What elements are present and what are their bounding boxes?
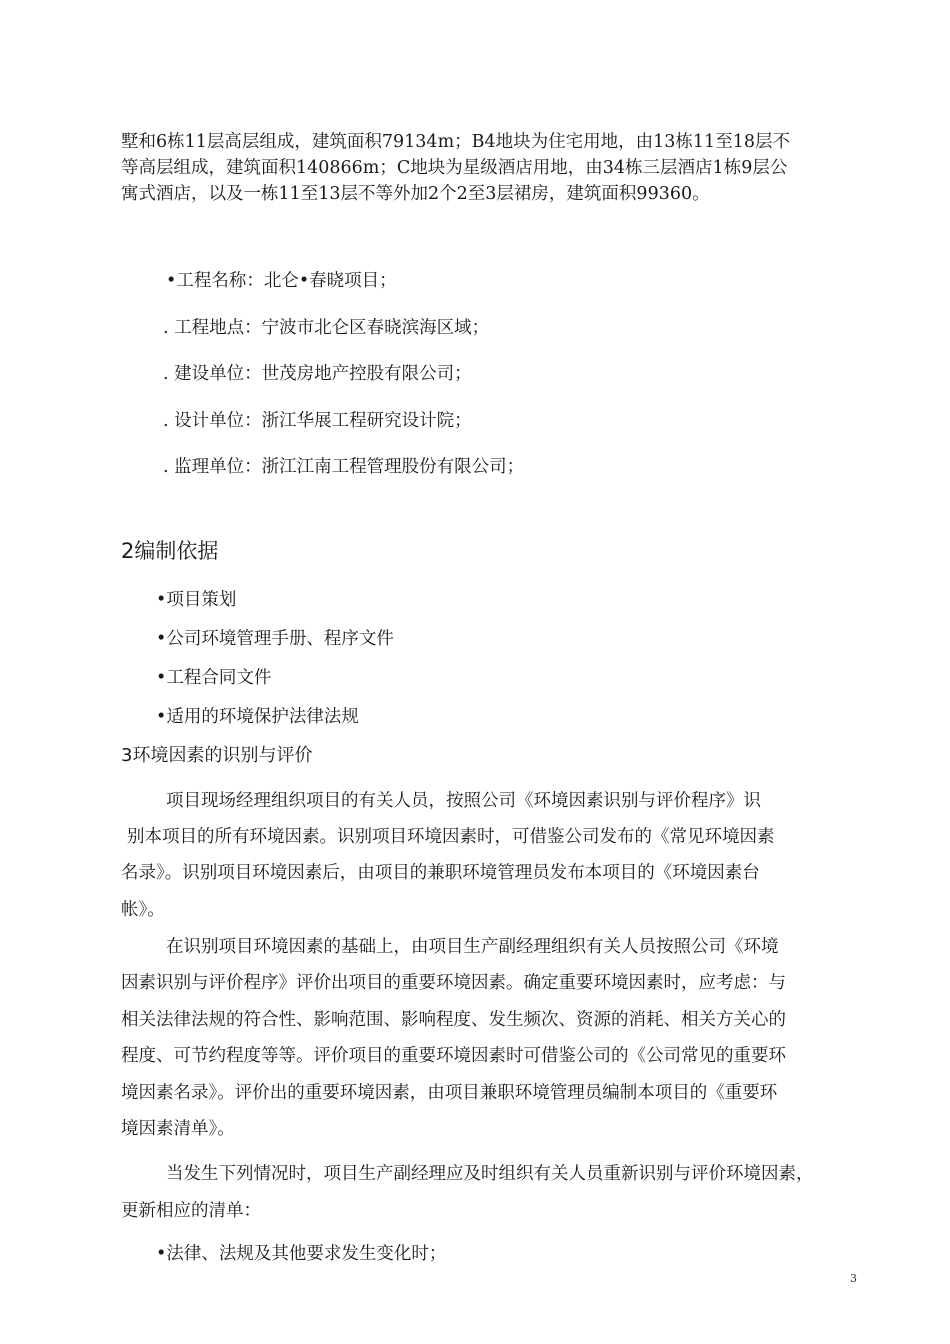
section-3-p2-line-2: 因素识别与评价程序》评价出项目的重要环境因素。确定重要环境因素时，应考虑：与	[121, 973, 786, 993]
section-3-p1-line-3: 名录》。识别项目环境因素后，由项目的兼职环境管理员发布本项目的《环境因素台	[121, 863, 760, 883]
intro-line-2: 等高层组成，建筑面积140866m；C地块为星级酒店用地，由34栋三层酒店1栋9层公	[121, 158, 788, 178]
page-number: 3	[850, 1272, 857, 1285]
section-3-p2-line-4: 程度、可节约程度等等。评价项目的重要环境因素时可借鉴公司的《公司常见的重要环	[121, 1046, 786, 1066]
section-3-p2-line-6: 境因素清单》。	[121, 1119, 235, 1139]
design-unit: . 设计单位：浙江华展工程研究设计院；	[163, 411, 472, 431]
section-3-p2-line-5: 境因素名录》。评价出的重要环境因素，由项目兼职环境管理员编制本项目的《重要环	[121, 1083, 778, 1103]
section-2-item-2: •公司环境管理手册、程序文件	[156, 629, 394, 649]
project-location: . 工程地点：宁波市北仑区春晓滨海区域；	[163, 318, 490, 338]
construction-unit: . 建设单位：世茂房地产控股有限公司；	[163, 364, 472, 384]
section-3-item-1: •法律、法规及其他要求发生变化时；	[156, 1244, 447, 1264]
section-2-item-3: •工程合同文件	[156, 668, 272, 688]
section-3-p3-line-1: 当发生下列情况时，项目生产副经理应及时组织有关人员重新识别与评价环境因素，	[166, 1164, 814, 1184]
intro-line-1: 墅和6栋11层高层组成，建筑面积79134m；B4地块为住宅用地，由13栋11至18层不	[121, 132, 790, 152]
section-3-p2-line-1: 在识别项目环境因素的基础上，由项目生产副经理组织有关人员按照公司《环境	[166, 937, 779, 957]
intro-line-3: 寓式酒店，以及一栋11至13层不等外加2个2至3层裙房，建筑面积99360。	[121, 184, 710, 204]
section-2-item-1: •项目策划	[156, 590, 237, 610]
section-3-p1-line-4: 帐》。	[121, 900, 165, 920]
supervision-unit: . 监理单位：浙江江南工程管理股份有限公司；	[163, 457, 525, 477]
section-3-p2-line-3: 相关法律法规的符合性、影响范围、影响程度、发生频次、资源的消耗、相关方关心的	[121, 1010, 786, 1030]
project-name: •工程名称：北仑•春晓项目；	[166, 271, 397, 291]
section-3-p1-line-1: 项目现场经理组织项目的有关人员，按照公司《环境因素识别与评价程序》识	[166, 791, 761, 811]
section-3-p1-line-2: 别本项目的所有环境因素。识别项目环境因素时，可借鉴公司发布的《常见环境因素	[127, 827, 775, 847]
section-2-item-4: •适用的环境保护法律法规	[156, 707, 359, 727]
section-3-title: 3环境因素的识别与评价	[121, 745, 313, 766]
section-3-p3-line-2: 更新相应的清单：	[121, 1201, 261, 1221]
section-2-title: 2编制依据	[121, 539, 219, 563]
